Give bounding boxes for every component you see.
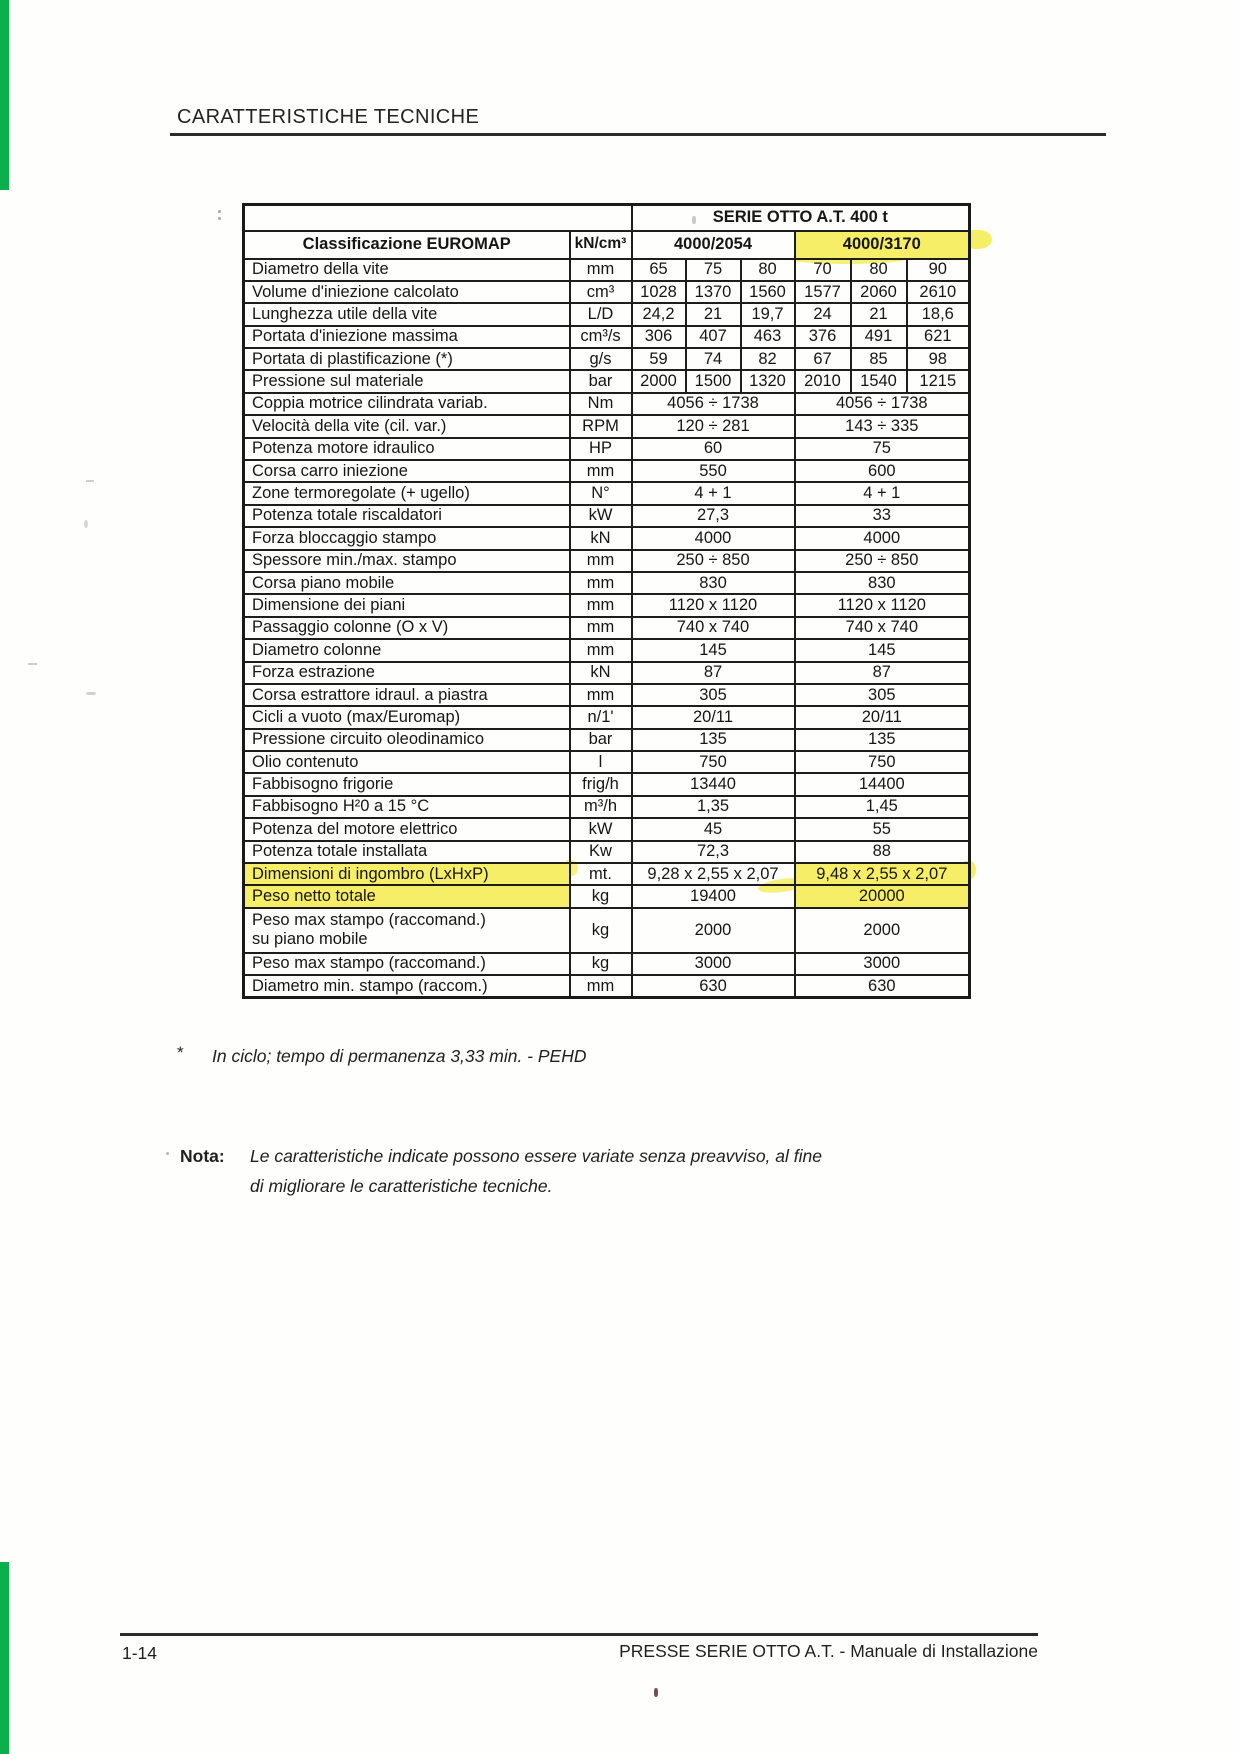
row-unit: kg [570,953,632,975]
spec-row [244,326,970,348]
row-label: Diametro min. stampo (raccom.) [244,975,570,997]
row-value: 143 ÷ 335 [795,415,970,437]
row-value: 1028 [632,281,686,303]
row-value: 72,3 [632,841,795,863]
row-label: Fabbisogno frigorie [244,773,570,795]
row-value: 24 [795,303,851,325]
row-unit: cm³/s [570,326,632,348]
spec-row [244,594,970,616]
model-cell-4000-3170: 4000/3170 [795,231,970,259]
scan-artifact [218,210,221,213]
row-value: 491 [851,326,907,348]
row-value: 21 [686,303,741,325]
row-value: 740 x 740 [632,617,795,639]
table-title-row [244,205,970,231]
row-label: Velocità della vite (cil. var.) [244,415,570,437]
classification-header-cell: Classificazione EUROMAP [244,231,570,259]
technical-spec-table [242,203,971,999]
row-value: 55 [795,818,970,840]
spec-row [244,953,970,975]
spec-row [244,729,970,751]
footer-manual-title: PRESSE SERIE OTTO A.T. - Manuale di Installazione [619,1641,1038,1661]
row-unit: RPM [570,415,632,437]
spec-row [244,438,970,460]
row-label: Portata d'iniezione massima [244,326,570,348]
spec-row [244,639,970,661]
model-header-row [244,231,970,259]
row-value: 70 [795,259,851,281]
row-unit: kN [570,527,632,549]
footnote-text: In ciclo; tempo di permanenza 3,33 min. - PEHD [212,1046,587,1066]
row-unit: Kw [570,841,632,863]
scan-edge-artifact-top [0,0,9,190]
row-value: 135 [632,729,795,751]
row-value: 305 [632,684,795,706]
row-value: 550 [632,460,795,482]
spec-row [244,415,970,437]
row-value: 18,6 [907,303,970,325]
row-value: 1370 [686,281,741,303]
row-value: 2000 [632,370,686,392]
footer-rule [120,1633,1038,1636]
spec-row [244,348,970,370]
unit-header-cell: kN/cm³ [570,231,632,259]
row-value: 740 x 740 [795,617,970,639]
row-value: 87 [795,662,970,684]
row-label: Spessore min./max. stampo [244,550,570,572]
row-value: 2010 [795,370,851,392]
row-label: Cicli a vuoto (max/Euromap) [244,706,570,728]
series-title-cell: SERIE OTTO A.T. 400 t [632,205,970,231]
row-value: 3000 [632,953,795,975]
row-unit: l [570,751,632,773]
row-unit: cm³ [570,281,632,303]
row-value: 2610 [907,281,970,303]
row-value: 9,48 x 2,55 x 2,07 [795,863,970,885]
row-value: 4000 [795,527,970,549]
row-unit: n/1' [570,706,632,728]
row-unit: frig/h [570,773,632,795]
row-value: 21 [851,303,907,325]
scan-artifact [692,216,696,224]
row-label: Pressione sul materiale [244,370,570,392]
row-unit: mm [570,594,632,616]
row-label: Diametro della vite [244,259,570,281]
spec-row [244,550,970,572]
row-value: 20/11 [795,706,970,728]
scan-artifact [28,663,37,665]
row-value: 87 [632,662,795,684]
row-value: 750 [632,751,795,773]
note-text-line2: di migliorare le caratteristiche tecniche. [250,1176,553,1196]
note-text-line1: Le caratteristiche indicate possono essere variate senza preavviso, al fine [250,1146,822,1166]
row-label: Dimensioni di ingombro (LxHxP) [244,863,570,885]
row-value: 1577 [795,281,851,303]
row-value: 82 [741,348,795,370]
row-unit: mm [570,460,632,482]
row-value: 90 [907,259,970,281]
row-label: Peso max stampo (raccomand.) su piano mobile [244,908,570,953]
row-value: 1120 x 1120 [795,594,970,616]
row-value: 2000 [632,908,795,953]
title-rule [170,133,1106,136]
row-unit: kg [570,885,632,907]
row-value: 19400 [632,885,795,907]
row-value: 120 ÷ 281 [632,415,795,437]
row-label: Potenza del motore elettrico [244,818,570,840]
spec-row [244,662,970,684]
scan-artifact [654,1688,658,1697]
spec-row [244,259,970,281]
row-value: 1500 [686,370,741,392]
row-value: 750 [795,751,970,773]
spec-row [244,281,970,303]
row-value: 2000 [795,908,970,953]
spec-row [244,773,970,795]
row-unit: mm [570,639,632,661]
row-unit: kN [570,662,632,684]
row-label: Olio contenuto [244,751,570,773]
row-value: 19,7 [741,303,795,325]
footer-page-number: 1-14 [122,1643,158,1663]
row-value: 20/11 [632,706,795,728]
row-unit: Nm [570,393,632,415]
row-value: 13440 [632,773,795,795]
spec-row [244,706,970,728]
row-label: Volume d'iniezione calcolato [244,281,570,303]
row-label: Potenza totale installata [244,841,570,863]
spec-row [244,841,970,863]
row-unit: bar [570,370,632,392]
row-value: 4056 ÷ 1738 [795,393,970,415]
row-value: 830 [795,572,970,594]
row-unit: mm [570,684,632,706]
row-value: 75 [686,259,741,281]
row-value: 14400 [795,773,970,795]
spec-row [244,572,970,594]
row-value: 75 [795,438,970,460]
scan-artifact [86,692,96,695]
row-label: Corsa estrattore idraul. a piastra [244,684,570,706]
row-label: Passaggio colonne (O x V) [244,617,570,639]
row-label: Pressione circuito oleodinamico [244,729,570,751]
spec-row [244,885,970,907]
row-value: 463 [741,326,795,348]
row-value: 88 [795,841,970,863]
row-value: 98 [907,348,970,370]
row-value: 80 [851,259,907,281]
spec-row [244,393,970,415]
spec-row [244,908,970,953]
row-unit: m³/h [570,796,632,818]
row-unit: kW [570,818,632,840]
row-label: Diametro colonne [244,639,570,661]
row-label: Forza bloccaggio stampo [244,527,570,549]
row-value: 3000 [795,953,970,975]
row-label: Potenza motore idraulico [244,438,570,460]
row-value: 74 [686,348,741,370]
row-label: Forza estrazione [244,662,570,684]
spec-row [244,796,970,818]
row-label: Portata di plastificazione (*) [244,348,570,370]
scan-artifact [86,480,94,482]
row-value: 85 [851,348,907,370]
row-value: 145 [632,639,795,661]
row-label: Peso max stampo (raccomand.) [244,953,570,975]
scan-edge-artifact-bottom [0,1562,9,1754]
note-label: Nota: [180,1146,225,1166]
row-value: 4 + 1 [632,482,795,504]
scan-artifact [84,520,88,528]
row-unit: bar [570,729,632,751]
row-unit: mm [570,975,632,997]
row-unit: HP [570,438,632,460]
model-cell-4000-2054: 4000/2054 [632,231,795,259]
row-value: 135 [795,729,970,751]
row-value: 33 [795,505,970,527]
row-value: 407 [686,326,741,348]
row-value: 9,28 x 2,55 x 2,07 [632,863,795,885]
page-title: CARATTERISTICHE TECNICHE [177,106,480,128]
row-value: 600 [795,460,970,482]
spec-row [244,370,970,392]
row-unit: mm [570,617,632,639]
spec-row [244,818,970,840]
row-label: Zone termoregolate (+ ugello) [244,482,570,504]
row-value: 306 [632,326,686,348]
spec-row [244,527,970,549]
row-value: 621 [907,326,970,348]
row-value: 59 [632,348,686,370]
row-label: Peso netto totale [244,885,570,907]
row-label: Fabbisogno H²0 a 15 °C [244,796,570,818]
spec-row [244,863,970,885]
row-value: 1540 [851,370,907,392]
spec-row [244,482,970,504]
row-value: 1560 [741,281,795,303]
row-label: Dimensione dei piani [244,594,570,616]
scan-artifact [166,1152,169,1155]
footnote-marker: * [177,1043,184,1062]
row-unit: g/s [570,348,632,370]
row-value: 1320 [741,370,795,392]
row-label: Lunghezza utile della vite [244,303,570,325]
spec-row [244,303,970,325]
row-value: 67 [795,348,851,370]
row-value: 305 [795,684,970,706]
row-value: 1120 x 1120 [632,594,795,616]
empty-header-cell [244,205,632,231]
row-value: 1,35 [632,796,795,818]
row-label: Corsa carro iniezione [244,460,570,482]
row-value: 45 [632,818,795,840]
row-unit: mm [570,259,632,281]
row-value: 27,3 [632,505,795,527]
row-value: 4 + 1 [795,482,970,504]
row-value: 4000 [632,527,795,549]
row-value: 1,45 [795,796,970,818]
row-value: 250 ÷ 850 [632,550,795,572]
row-unit: mm [570,572,632,594]
spec-row [244,505,970,527]
row-value: 630 [795,975,970,997]
row-value: 830 [632,572,795,594]
row-value: 24,2 [632,303,686,325]
row-label: Corsa piano mobile [244,572,570,594]
spec-row [244,617,970,639]
row-label: Potenza totale riscaldatori [244,505,570,527]
row-unit: kg [570,908,632,953]
row-label: Coppia motrice cilindrata variab. [244,393,570,415]
row-value: 4056 ÷ 1738 [632,393,795,415]
row-value: 376 [795,326,851,348]
row-value: 60 [632,438,795,460]
row-unit: N° [570,482,632,504]
spec-row [244,751,970,773]
spec-row [244,460,970,482]
row-value: 1215 [907,370,970,392]
row-unit: L/D [570,303,632,325]
row-unit: mm [570,550,632,572]
row-value: 250 ÷ 850 [795,550,970,572]
row-unit: mt. [570,863,632,885]
row-unit: kW [570,505,632,527]
row-value: 80 [741,259,795,281]
row-value: 65 [632,259,686,281]
row-value: 2060 [851,281,907,303]
spec-row [244,684,970,706]
spec-row [244,975,970,997]
row-value: 630 [632,975,795,997]
row-value: 145 [795,639,970,661]
row-value: 20000 [795,885,970,907]
